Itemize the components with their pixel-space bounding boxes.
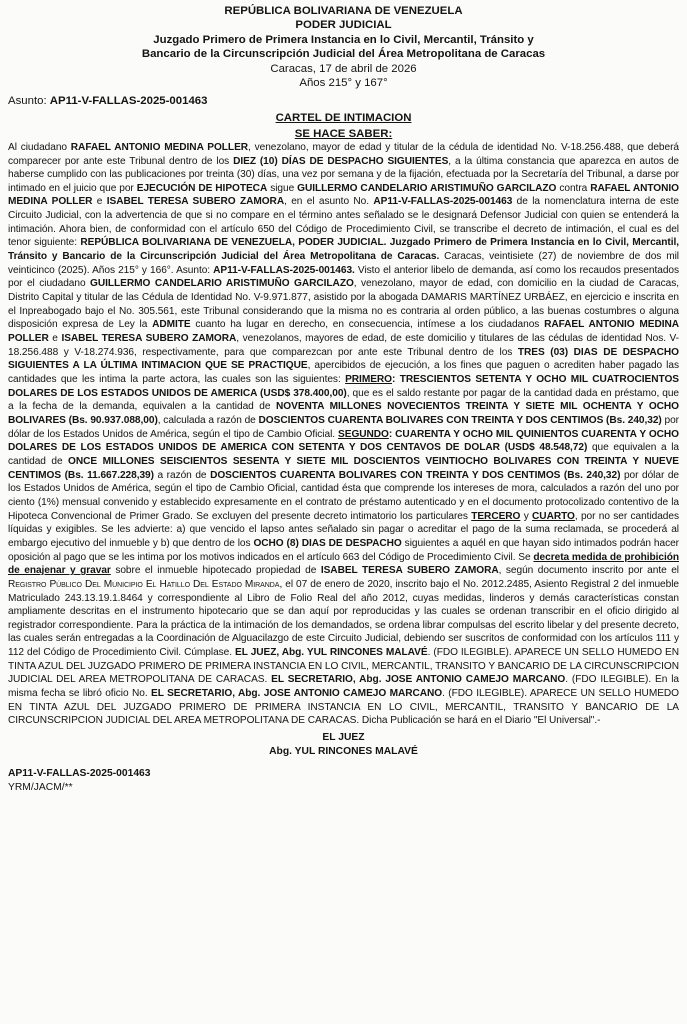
body-segment: por dólar de los Estados Unidos de América, según el tipo de Cambio Oficial. xyxy=(8,414,679,440)
body-segment: ISABEL TERESA SUBERO ZAMORA xyxy=(106,196,285,208)
body-segment: que equivalen a la cantidad de xyxy=(8,442,679,467)
body-segment: TRES (03) DIAS DE DESPACHO SIGUIENTES A LA ÚLTIMA INTIMACION QUE SE PRACTIQUE xyxy=(8,346,679,372)
body-segment: Registro Público Del Municipio El Hatillo Del Estado Miranda xyxy=(8,578,280,590)
body-segment: , que es el saldo restante por pagar de la cantidad dada en préstamo, que a la fecha de la demanda, equivalen a la cantidad de xyxy=(8,387,679,413)
body-segment: AP11-V-FALLAS-2025-001463 xyxy=(373,196,513,208)
asunto-line xyxy=(8,94,679,108)
cartel-body xyxy=(8,141,679,728)
body-segment: , venezolano, mayor de edad, con domicilio en la ciudad de Caracas, Distrito Capital y titular de las Cédula de Identidad No. V-9.971.877, asistido por la abogada DAMARIS MARTÍNEZ URBÁEZ, en ejercicio e inscrita en el Inpreabogado bajo el No. 305.561, este Tribunal considerando que la misma no es contraria al orden público, a las buenas costumbres o alguna disposición expresa de Ley la xyxy=(8,278,679,331)
body-segment: , según documento inscrito por ante el xyxy=(498,565,679,577)
body-segment xyxy=(532,511,575,522)
body-segment: TERCERO xyxy=(471,510,521,522)
body-segment: EL JUEZ, Abg. YUL RINCONES MALAVÉ xyxy=(235,647,428,659)
body-segment: sigue xyxy=(267,182,298,194)
body-segment xyxy=(345,374,392,385)
body-segment: ISABEL TERESA SUBERO ZAMORA xyxy=(320,565,499,577)
body-segment: GUILLERMO CANDELARIO ARISTIMUÑO GARCILAZO xyxy=(297,182,557,194)
reference-block xyxy=(8,767,679,795)
body-segment: DIEZ (10) DÍAS DE DESPACHO SIGUIENTES xyxy=(233,155,449,167)
body-segment: siguientes a aquél en que hayan sido intimados podrán hacer oposición al pago que se les intima por los motivos indicados en el artículo 663 del Código de Procedimiento Civil. Se xyxy=(8,537,680,563)
header-date: Caracas, 17 de abril de 2026 xyxy=(270,62,417,75)
body-segment: REPÚBLICA BOLIVARIANA DE VENEZUELA, PODER JUDICIAL. Juzgado Primero de Primera Instancia en lo Civil, Mercantil, Tránsito y Bancario de la Circunscripción Judicial del Área Metropolitana de Caracas. xyxy=(8,237,679,263)
signature-role: EL JUEZ xyxy=(322,732,365,744)
body-segment: a razón de xyxy=(153,469,211,481)
body-segment: , el 07 de enero de 2020, inscrito bajo el No. 2012.2485, Asiento Registral 2 del inmueble Matriculado 243.13.19.1.8464 y correspondiente al Libro de Folio Real del año 2012, cuyas medidas, linderos y demás características constan ampliamente descritas en el instrumento hipotecario que se dan aquí por reproducidas y las cuales se ordenan transcribir en el oficio dirigido al registrador correspondiente. Para la práctica de la intimación de los demandados, se ordena librar compulsas del escrito libelar y del presente decreto, las cuales serán entregadas a la Coordinación de Alguacilazgo de este Circuito Judicial, debiendo ser suscritos de conformidad con los artículos 111 y 112 del Código de Procedimiento Civil. Cúmplase. xyxy=(8,578,679,659)
body-segment: EJECUCIÓN DE HIPOTECA xyxy=(136,182,268,194)
reference-initials: YRM/JACM/** xyxy=(8,782,73,794)
body-segment: CUARTO xyxy=(532,510,575,522)
body-segment: e xyxy=(48,333,62,345)
body-segment: e xyxy=(92,196,107,208)
body-segment: : CUARENTA Y OCHO MIL QUINIENTOS CUARENTA Y OCHO DOLARES DE LOS ESTADOS UNIDOS DE AMERICA CON SETENTA Y DOS CENTAVOS DE DOLAR (USD$ 48.548,72) xyxy=(8,428,679,454)
header-republic: REPÚBLICA BOLIVARIANA DE VENEZUELA xyxy=(224,5,463,17)
body-segment: RAFAEL ANTONIO MEDINA POLLER xyxy=(8,319,679,345)
body-segment: PRIMERO xyxy=(345,374,392,385)
body-segment: , calculada a razón de xyxy=(157,414,259,426)
body-segment: ONCE MILLONES SEISCIENTOS SESENTA Y SIETE MIL DOSCIENTOS VEINTIOCHO BOLIVARES CON TREINTA Y NUEVE CENTIMOS (Bs. 11.667.228,39) xyxy=(8,455,679,481)
body-segment: sobre el inmueble hipotecado propiedad de xyxy=(110,565,321,577)
cartel-subtitle: SE HACE SABER: xyxy=(294,127,393,140)
body-segment: AP11-V-FALLAS-2025-001463. xyxy=(213,264,355,276)
body-segment: ISABEL TERESA SUBERO ZAMORA xyxy=(61,333,237,345)
body-segment: contra xyxy=(556,182,591,194)
body-segment: OCHO (8) DIAS DE DESPACHO xyxy=(253,537,402,549)
body-segment: EL SECRETARIO, Abg. JOSE ANTONIO CAMEJO MARCANO xyxy=(271,674,566,686)
signature-block xyxy=(8,731,679,759)
body-segment: decreta medida de prohibición de enajenar y gravar xyxy=(8,551,679,577)
body-segment xyxy=(471,511,520,522)
body-segment: , en el asunto No. xyxy=(284,196,374,208)
body-segment: , por no ser cantidades líquidas y exigibles. Se les advierte: a) que vencido el lapso antes señalado sin pagar o acreditar el pago de la suma reclamada, se procederá al embargo ejecutivo del inmueble y b) que dentro de los xyxy=(8,510,679,549)
body-segment: GUILLERMO CANDELARIO ARISTIMUÑO GARCILAZO xyxy=(90,278,354,290)
body-segment: , apercibidos de ejecución, a los fines que paguen o acrediten haber pagado las cantidades que les intima la parte actora, las cuales son las siguientes: xyxy=(8,360,679,385)
signature-name: Abg. YUL RINCONES MALAVÉ xyxy=(269,746,418,758)
body-segment: RAFAEL ANTONIO MEDINA POLLER xyxy=(8,182,679,208)
body-segment: , venezolanos, mayores de edad, de este domicilio y titulares de las cédulas de identidad Nos. V-18.256.488 y V-18.274.936, respectivamente, para que comparezcan por ante este Tribunal dentro de los xyxy=(8,333,679,358)
body-segment: Caracas, veintisiete (27) de noviembre de dos mil veinticinco (2025). Años 215° y 166°. Asunto: xyxy=(8,251,679,276)
body-segment: NOVENTA MILLONES NOVECIENTOS TREINTA Y SIETE MIL OCHENTA Y OCHO BOLIVARES (Bs. 90.937.088,00) xyxy=(8,401,679,426)
asunto-label: Asunto: xyxy=(8,95,50,108)
body-segment: por dólar de los Estados Unidos de América, según el tipo de Cambio Oficial, cantidad ésta que comprende los intereses de mora, calculados a razón del uno por ciento (1%) mensual convenido y establecido expresamente en el contrato de préstamo autenticado y en el documento protocolizado contentivo de la Hipoteca Convencional de Primer Grado. Se excluyen del presente decreto intimatorio los particulares xyxy=(8,469,680,522)
header-years: Años 215° y 167° xyxy=(299,77,388,90)
body-segment: ADMITE xyxy=(152,319,191,331)
body-segment: : TRESCIENTOS SETENTA Y OCHO MIL CUATROCIENTOS DOLARES DE LOS ESTADOS UNIDOS DE AMERICA (USD$ 378.400,00) xyxy=(8,374,679,399)
body-segment: Visto el anterior libelo de demanda, así como los recaudos presentados por el ciudadano xyxy=(8,264,679,290)
body-segment: EL SECRETARIO, Abg. JOSE ANTONIO CAMEJO MARCANO xyxy=(151,688,443,700)
body-segment: Al ciudadano xyxy=(8,141,71,153)
body-segment: . (FDO ILEGIBLE). APARECE UN SELLO HUMEDO EN TINTA AZUL DEL JUZGADO PRIMERO DE PRIMERA INSTANCIA EN LO CIVIL, MERCANTIL, TRANSITO Y BANCARIO DE LA CIRCUNSCRIPCION JUDICIAL DEL AREA METROPOLITANA DE CARACAS. xyxy=(8,647,680,686)
reference-case: AP11-V-FALLAS-2025-001463 xyxy=(8,768,151,780)
asunto-value: AP11-V-FALLAS-2025-001463 xyxy=(49,95,208,108)
body-segment: , venezolano, mayor de edad y titular de la cédula de identidad No. V-18.256.488, que deberá comparecer por ante este Tribunal dentro de los xyxy=(8,141,679,167)
header-court: Juzgado Primero de Primera Instancia en lo Civil, Mercantil, Tránsito y xyxy=(153,33,534,46)
body-segment xyxy=(338,429,389,440)
body-segment: RAFAEL ANTONIO MEDINA POLLER xyxy=(70,141,249,153)
body-segment: , a la última constancia que aparezca en autos de haberse cumplido con las publicaciones por treinta (30) días, una vez por semana y de la fijación, efectuada por la Secretaría del Tribunal, a darse por intimado en el juicio que por xyxy=(8,155,679,194)
body-segment: DOSCIENTOS CUARENTA BOLIVARES CON TREINTA Y DOS CENTIMOS (Bs. 240,32) xyxy=(258,414,662,426)
body-segment: DOSCIENTOS CUARENTA BOLIVARES CON TREINTA Y DOS CENTIMOS (Bs. 240,32) xyxy=(210,469,621,481)
body-segment: SEGUNDO xyxy=(338,428,389,440)
body-segment: de la nomenclatura interna de este Circuito Judicial, con la advertencia de que si no compare en el término antes señalado se le designará Defensor Judicial con quien se entenderá la intimación. Ahora bien, de conformidad con el artículo 650 del Código de Procedimiento Civil, se transcribe el decreto de intimación, el cual es del tenor siguiente: xyxy=(8,196,679,249)
cartel-title: CARTEL DE INTIMACION xyxy=(275,111,412,124)
document-header xyxy=(8,4,679,90)
header-power: PODER JUDICIAL xyxy=(295,19,392,32)
body-segment: . (FDO ILEGIBLE). APARECE UN SELLO HUMEDO EN TINTA AZUL DEL JUZGADO PRIMERO DE PRIMERA INSTANCIA EN LO CIVIL, MERCANTIL, TRANSITO Y BANCARIO DE LA CIRCUNSCRIPCION JUDICIAL DEL AREA METROPOLITANA DE CARACAS. Dicha Publicación se hará en el Diario "El Universal".- xyxy=(8,688,679,727)
body-segment: cuanto ha lugar en derecho, en consecuencia, intímese a los ciudadanos xyxy=(190,319,545,331)
header-circuit: Bancario de la Circunscripción Judicial del Área Metropolitana de Caracas xyxy=(141,48,546,61)
body-segment: . (FDO ILEGIBLE). En la misma fecha se libró oficio No. xyxy=(8,674,679,700)
body-segment: y xyxy=(520,510,533,522)
